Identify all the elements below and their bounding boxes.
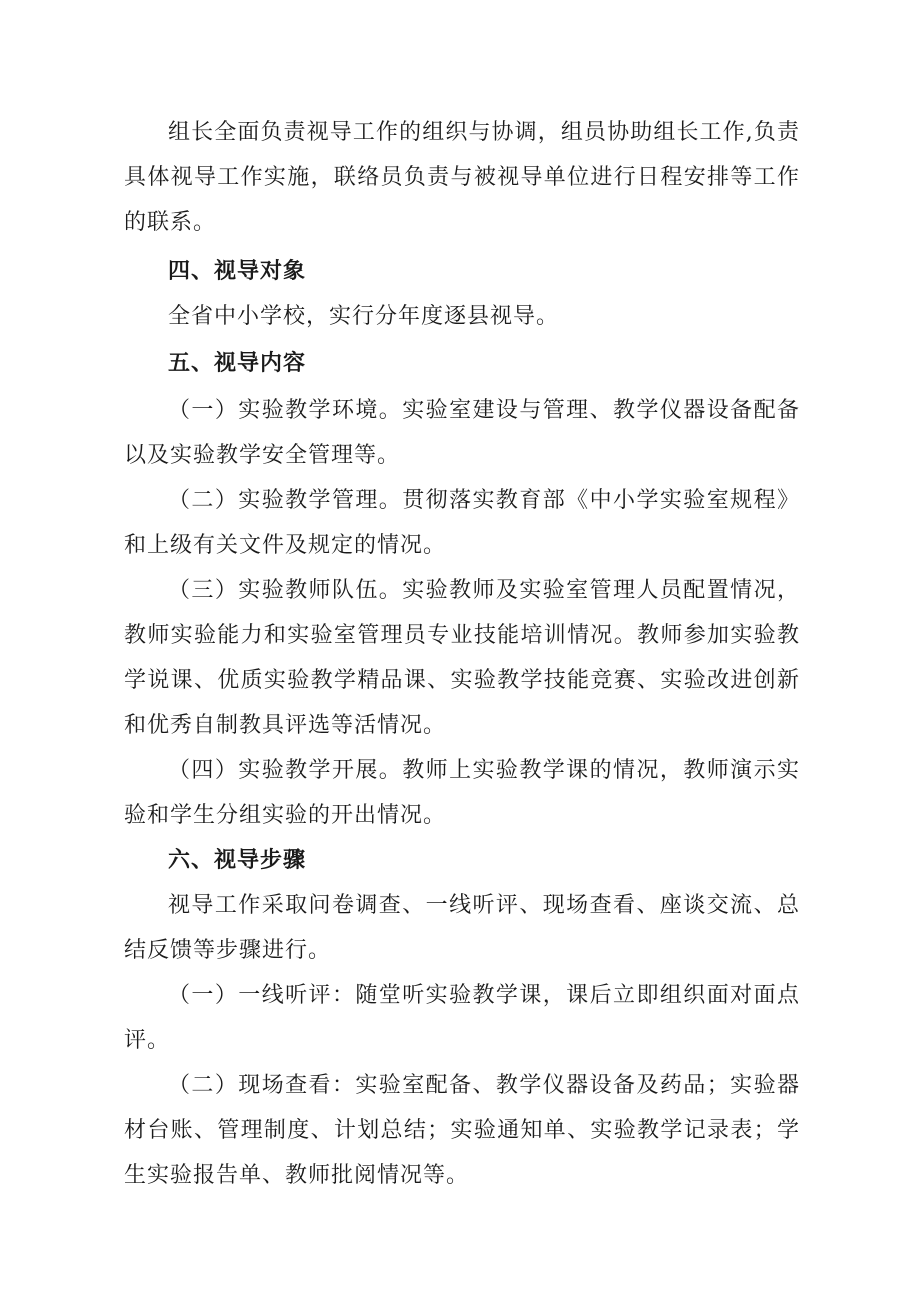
paragraph-team-duties: 组长全面负责视导工作的组织与协调，组员协助组长工作,负责具体视导工作实施，联络员负责与被视导单位进行日程安排等工作的联系。 <box>124 120 800 235</box>
section-heading-steps: 六、视导步骤 <box>168 848 307 873</box>
section-heading-content: 五、视导内容 <box>168 351 307 376</box>
paragraph-content-teachers: （三）实验教师队伍。实验教师及实验室管理人员配置情况，教师实验能力和实验室管理员专业技能培训情况。教师参加实验教学说课、优质实验教学精品课、实验教学技能竞赛、实验改进创新和优秀自制教具评选等活情况。 <box>124 578 800 738</box>
paragraph-content-management: （二）实验教学管理。贯彻落实教育部《中小学实验室规程》和上级有关文件及规定的情况。 <box>124 488 800 558</box>
paragraph-content-implementation: （四）实验教学开展。教师上实验教学课的情况，教师演示实验和学生分组实验的开出情况。 <box>124 758 800 828</box>
paragraph-targets: 全省中小学校，实行分年度逐县视导。 <box>168 304 560 329</box>
paragraph-steps-overview: 视导工作采取问卷调查、一线听评、现场查看、座谈交流、总结反馈等步骤进行。 <box>124 893 800 963</box>
paragraph-content-environment: （一）实验教学环境。实验室建设与管理、教学仪器设备配备以及实验教学安全管理等。 <box>124 398 800 468</box>
paragraph-steps-onsite: （二）现场查看：实验室配备、教学仪器设备及药品；实验器材台账、管理制度、计划总结；实验通知单、实验教学记录表；学生实验报告单、教师批阅情况等。 <box>124 1073 800 1188</box>
paragraph-steps-lecture: （一）一线听评：随堂听实验教学课，课后立即组织面对面点评。 <box>124 983 800 1053</box>
document-page <box>124 110 800 1198</box>
section-heading-targets: 四、视导对象 <box>168 259 307 284</box>
